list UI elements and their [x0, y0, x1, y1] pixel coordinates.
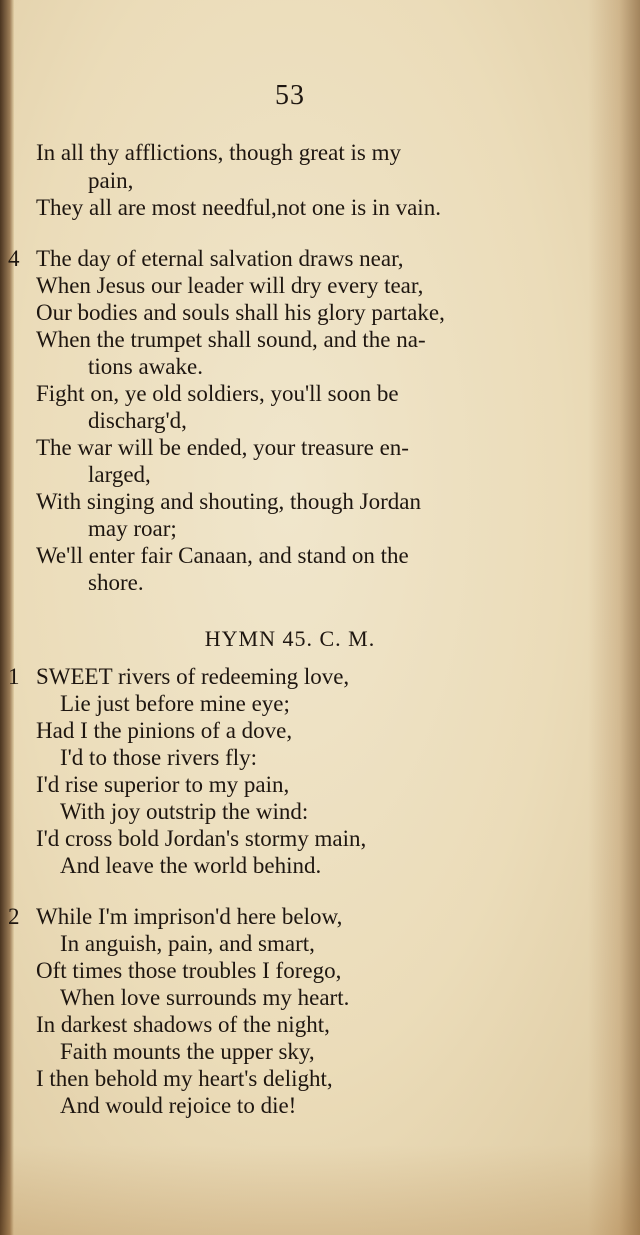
verse-line: And leave the world behind.	[60, 853, 322, 878]
verse-line: In darkest shadows of the night,	[36, 1012, 330, 1037]
verse-line: Fight on, ye old soldiers, you'll soon be	[36, 381, 399, 406]
verse-line: When Jesus our leader will dry every tear,	[36, 273, 424, 298]
stanza-number: 4	[8, 246, 20, 271]
verse-line: The day of eternal salvation draws near,	[36, 246, 404, 271]
verse-line: Oft times those troubles I forego,	[36, 958, 342, 983]
verse-line: The war will be ended, your treasure en-	[36, 435, 409, 460]
verse-line: pain,	[88, 168, 134, 193]
verse-line: may roar;	[88, 516, 177, 541]
verse-line: tions awake.	[88, 354, 203, 379]
verse-line: I'd rise superior to my pain,	[36, 772, 290, 797]
verse-line: larged,	[88, 462, 151, 487]
verse-line: When love surrounds my heart.	[60, 985, 350, 1010]
verse-line: In all thy afflictions, though great is my	[36, 140, 401, 165]
verse-line: I then behold my heart's delight,	[36, 1066, 333, 1091]
verse-line: discharg'd,	[88, 408, 187, 433]
verse-line: They all are most needful,not one is in vain.	[36, 195, 441, 220]
verse-line: I'd to those rivers fly:	[60, 745, 258, 770]
verse-line: In anguish, pain, and smart,	[60, 931, 315, 956]
verse-line: Faith mounts the upper sky,	[60, 1039, 315, 1064]
verse-line: When the trumpet shall sound, and the na-	[36, 327, 426, 352]
verse-line: With joy outstrip the wind:	[60, 799, 309, 824]
verse-number: 2	[8, 904, 20, 929]
verse-line: Lie just before mine eye;	[60, 691, 290, 716]
verse-number: 1	[8, 664, 20, 689]
verse-line: While I'm imprison'd here below,	[36, 904, 343, 929]
verse-line: And would rejoice to die!	[60, 1093, 297, 1118]
hymn-title: HYMN 45. C. M.	[204, 626, 376, 651]
verse-line: Had I the pinions of a dove,	[36, 718, 293, 743]
verse-line: I'd cross bold Jordan's stormy main,	[36, 826, 367, 851]
page-bottom-shadow	[0, 1145, 640, 1235]
verse-line: We'll enter fair Canaan, and stand on the	[36, 543, 409, 568]
page-edge-shadow	[588, 0, 640, 1235]
page-number: 53	[275, 80, 305, 111]
page-gutter	[0, 0, 14, 1235]
verse-line: SWEET rivers of redeeming love,	[36, 664, 350, 689]
verse-line: shore.	[88, 570, 144, 595]
verse-line: Our bodies and souls shall his glory partake,	[36, 300, 445, 325]
verse-line: With singing and shouting, though Jordan	[36, 489, 421, 514]
